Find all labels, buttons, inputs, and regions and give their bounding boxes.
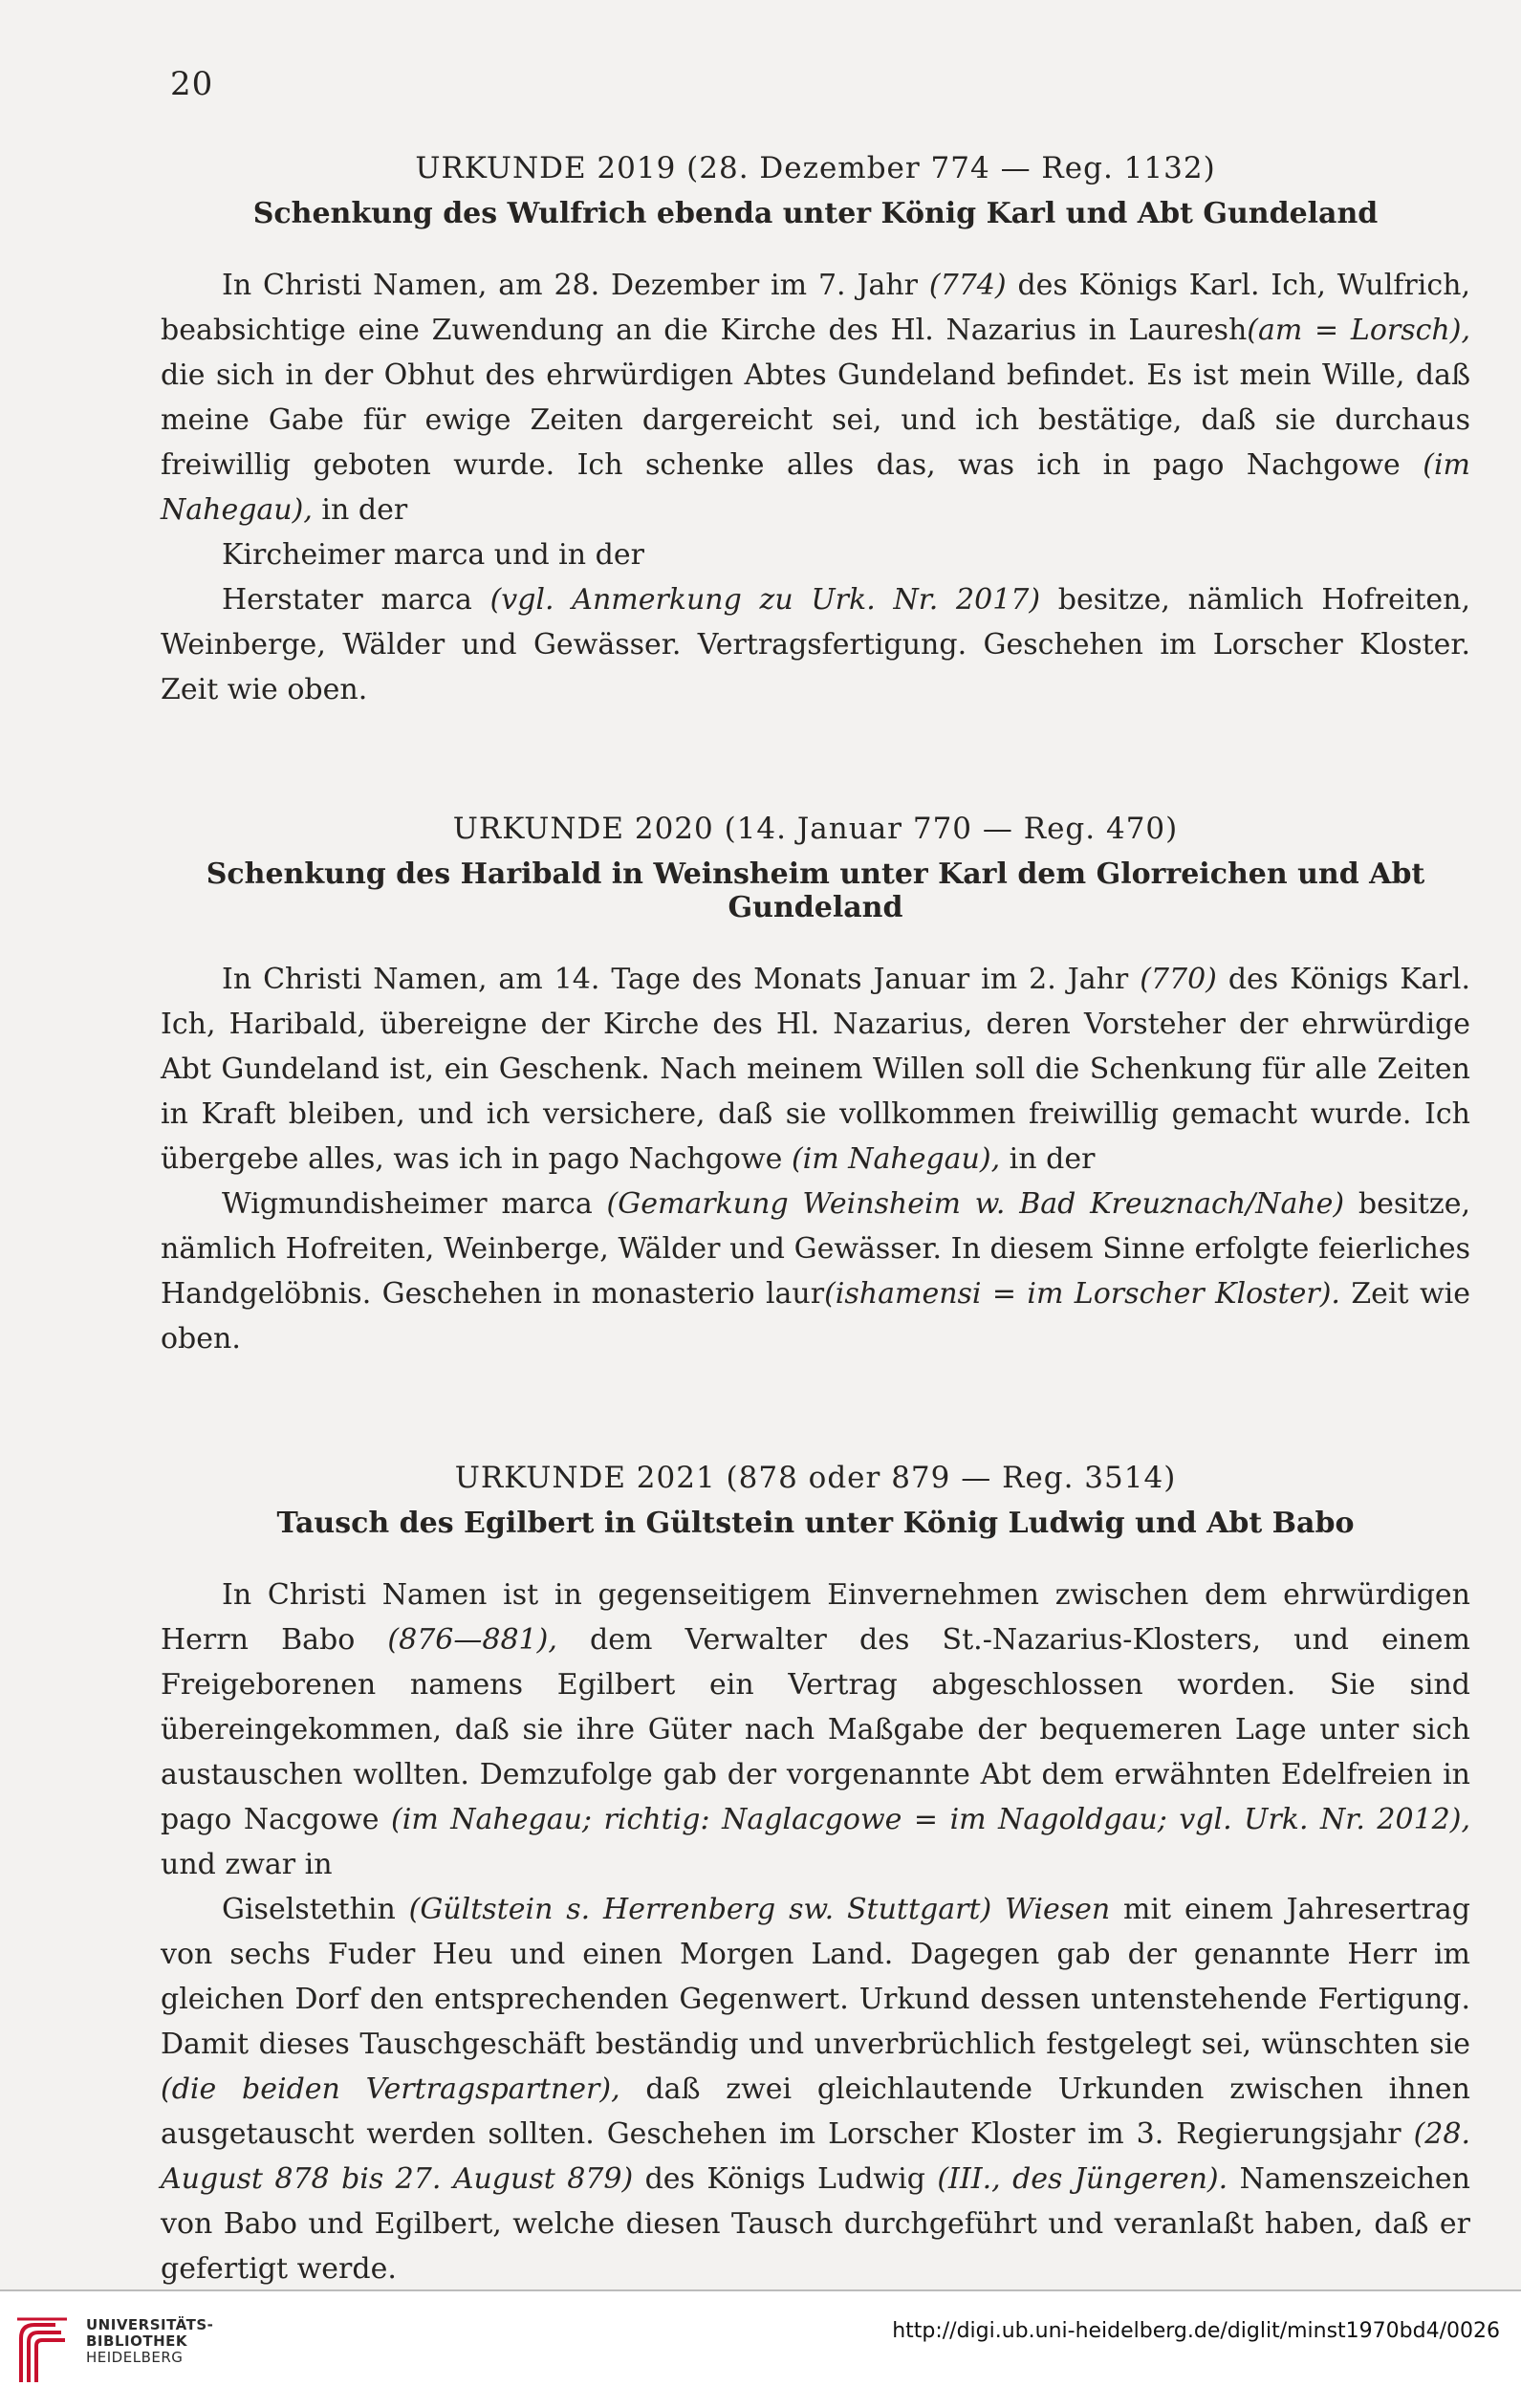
section-title: Schenkung des Wulfrich ebenda unter König Karl und Abt Gundeland xyxy=(252,197,1379,230)
section-heading: URKUNDE 2020 (14. Januar 770 — Reg. 470) xyxy=(452,812,1179,846)
logo-line-3: HEIDELBERG xyxy=(86,2349,184,2366)
paragraph: Kircheimer marca und in der xyxy=(222,538,644,572)
logo-line-1: UNIVERSITÄTS- xyxy=(86,2316,214,2333)
document-body xyxy=(161,151,1470,2391)
section-heading: URKUNDE 2019 (28. Dezember 774 — Reg. 1132) xyxy=(415,151,1216,185)
library-logo-text[interactable] xyxy=(86,2317,213,2366)
paragraph: In Christi Namen, am 28. Dezember im 7. Jahr (774) des Königs Karl. Ich, Wulfrich, beabsichtige eine Zuwendung an die Kirche des Hl. Nazarius in Lauresh(am = Lorsch), die sich in der Obhut des ehrwürdigen Abtes Gundeland befindet. Es ist mein Wille, daß meine Gabe für ewige Zeiten dargereicht sei, und ich bestätige, daß sie durchaus freiwillig geboten wurde. Ich schenke alles das, was ich in pago Nachgowe (im Nahegau), in der xyxy=(161,269,1471,527)
paragraph: Giselstethin (Gültstein s. Herrenberg sw. Stuttgart) Wiesen mit einem Jahresertrag von sechs Fuder Heu und einen Morgen Land. Dagegen gab der genannte Herr im gleichen Dorf den entsprechenden Gegenwert. Urkund dessen untenstehende Fertigung. Damit dieses Tauschgeschäft beständig und unverbrüchlich festgelegt sei, wünschten sie (die beiden Vertragspartner), daß zwei gleichlautende Urkunden zwischen ihnen ausgetauscht werden sollten. Geschehen im Lorscher Kloster im 3. Regierungsjahr (28. August 878 bis 27. August 879) des Königs Ludwig (III., des Jüngeren). Namenszeichen von Babo und Egilbert, welche diesen Tausch durchgeführt und veranlaßt haben, daß er gefertigt werde. xyxy=(161,1893,1470,2286)
logo-line-2: BIBLIOTHEK xyxy=(86,2332,187,2350)
footer-divider xyxy=(0,2289,1521,2291)
footer-bar xyxy=(0,2289,1521,2408)
paragraph: Herstater marca (vgl. Anmerkung zu Urk. Nr. 2017) besitze, nämlich Hofreiten, Weinberge, Wälder und Gewässer. Vertragsfertigung. Geschehen im Lorscher Kloster. Zeit wie oben. xyxy=(161,583,1470,706)
urkunde-2021 xyxy=(161,1461,1470,2291)
urkunde-2020 xyxy=(161,812,1470,1361)
section-title: Schenkung des Haribald in Weinsheim unter Karl dem Glorreichen und Abt Gundeland xyxy=(206,857,1425,924)
page-number: 20 xyxy=(170,65,214,103)
paragraph: In Christi Namen, am 14. Tage des Monats Januar im 2. Jahr (770) des Königs Karl. Ich, Haribald, übereigne der Kirche des Hl. Nazarius, deren Vorsteher der ehrwürdige Abt Gundeland ist, ein Geschenk. Nach meinem Willen soll die Schenkung für alle Zeiten in Kraft bleiben, und ich versichere, daß sie vollkommen freiwillig gemacht wurde. Ich übergebe alles, was ich in pago Nachgowe (im Nahegau), in der xyxy=(161,963,1470,1176)
urkunde-2019 xyxy=(161,151,1470,712)
paragraph: Wigmundisheimer marca (Gemarkung Weinsheim w. Bad Kreuznach/Nahe) besitze, nämlich Hofreiten, Weinberge, Wälder und Gewässer. In diesem Sinne erfolgte feierliches Handgelöbnis. Geschehen in monasterio laur(ishamensi = im Lorscher Kloster). Zeit wie oben. xyxy=(161,1187,1471,1356)
section-title: Tausch des Egilbert in Gültstein unter König Ludwig und Abt Babo xyxy=(276,1507,1355,1540)
ub-heidelberg-logo-icon[interactable] xyxy=(13,2311,71,2388)
section-heading: URKUNDE 2021 (878 oder 879 — Reg. 3514) xyxy=(454,1461,1177,1495)
paragraph: In Christi Namen ist in gegenseitigem Einvernehmen zwischen dem ehrwürdigen Herrn Babo (876—881), dem Verwalter des St.-Nazarius-Klosters, und einem Freigeborenen namens Egilbert ein Vertrag abgeschlossen worden. Sie sind übereingekommen, daß sie ihre Güter nach Maßgabe der bequemeren Lage unter sich austauschen wollten. Demzufolge gab der vorgenannte Abt dem erwähnten Edelfreien in pago Nacgowe (im Nahegau; richtig: Naglacgowe = im Nagoldgau; vgl. Urk. Nr. 2012), und zwar in xyxy=(161,1578,1470,1881)
source-url-link[interactable]: http://digi.ub.uni-heidelberg.de/diglit/minst1970bd4/0026 xyxy=(892,2319,1500,2343)
